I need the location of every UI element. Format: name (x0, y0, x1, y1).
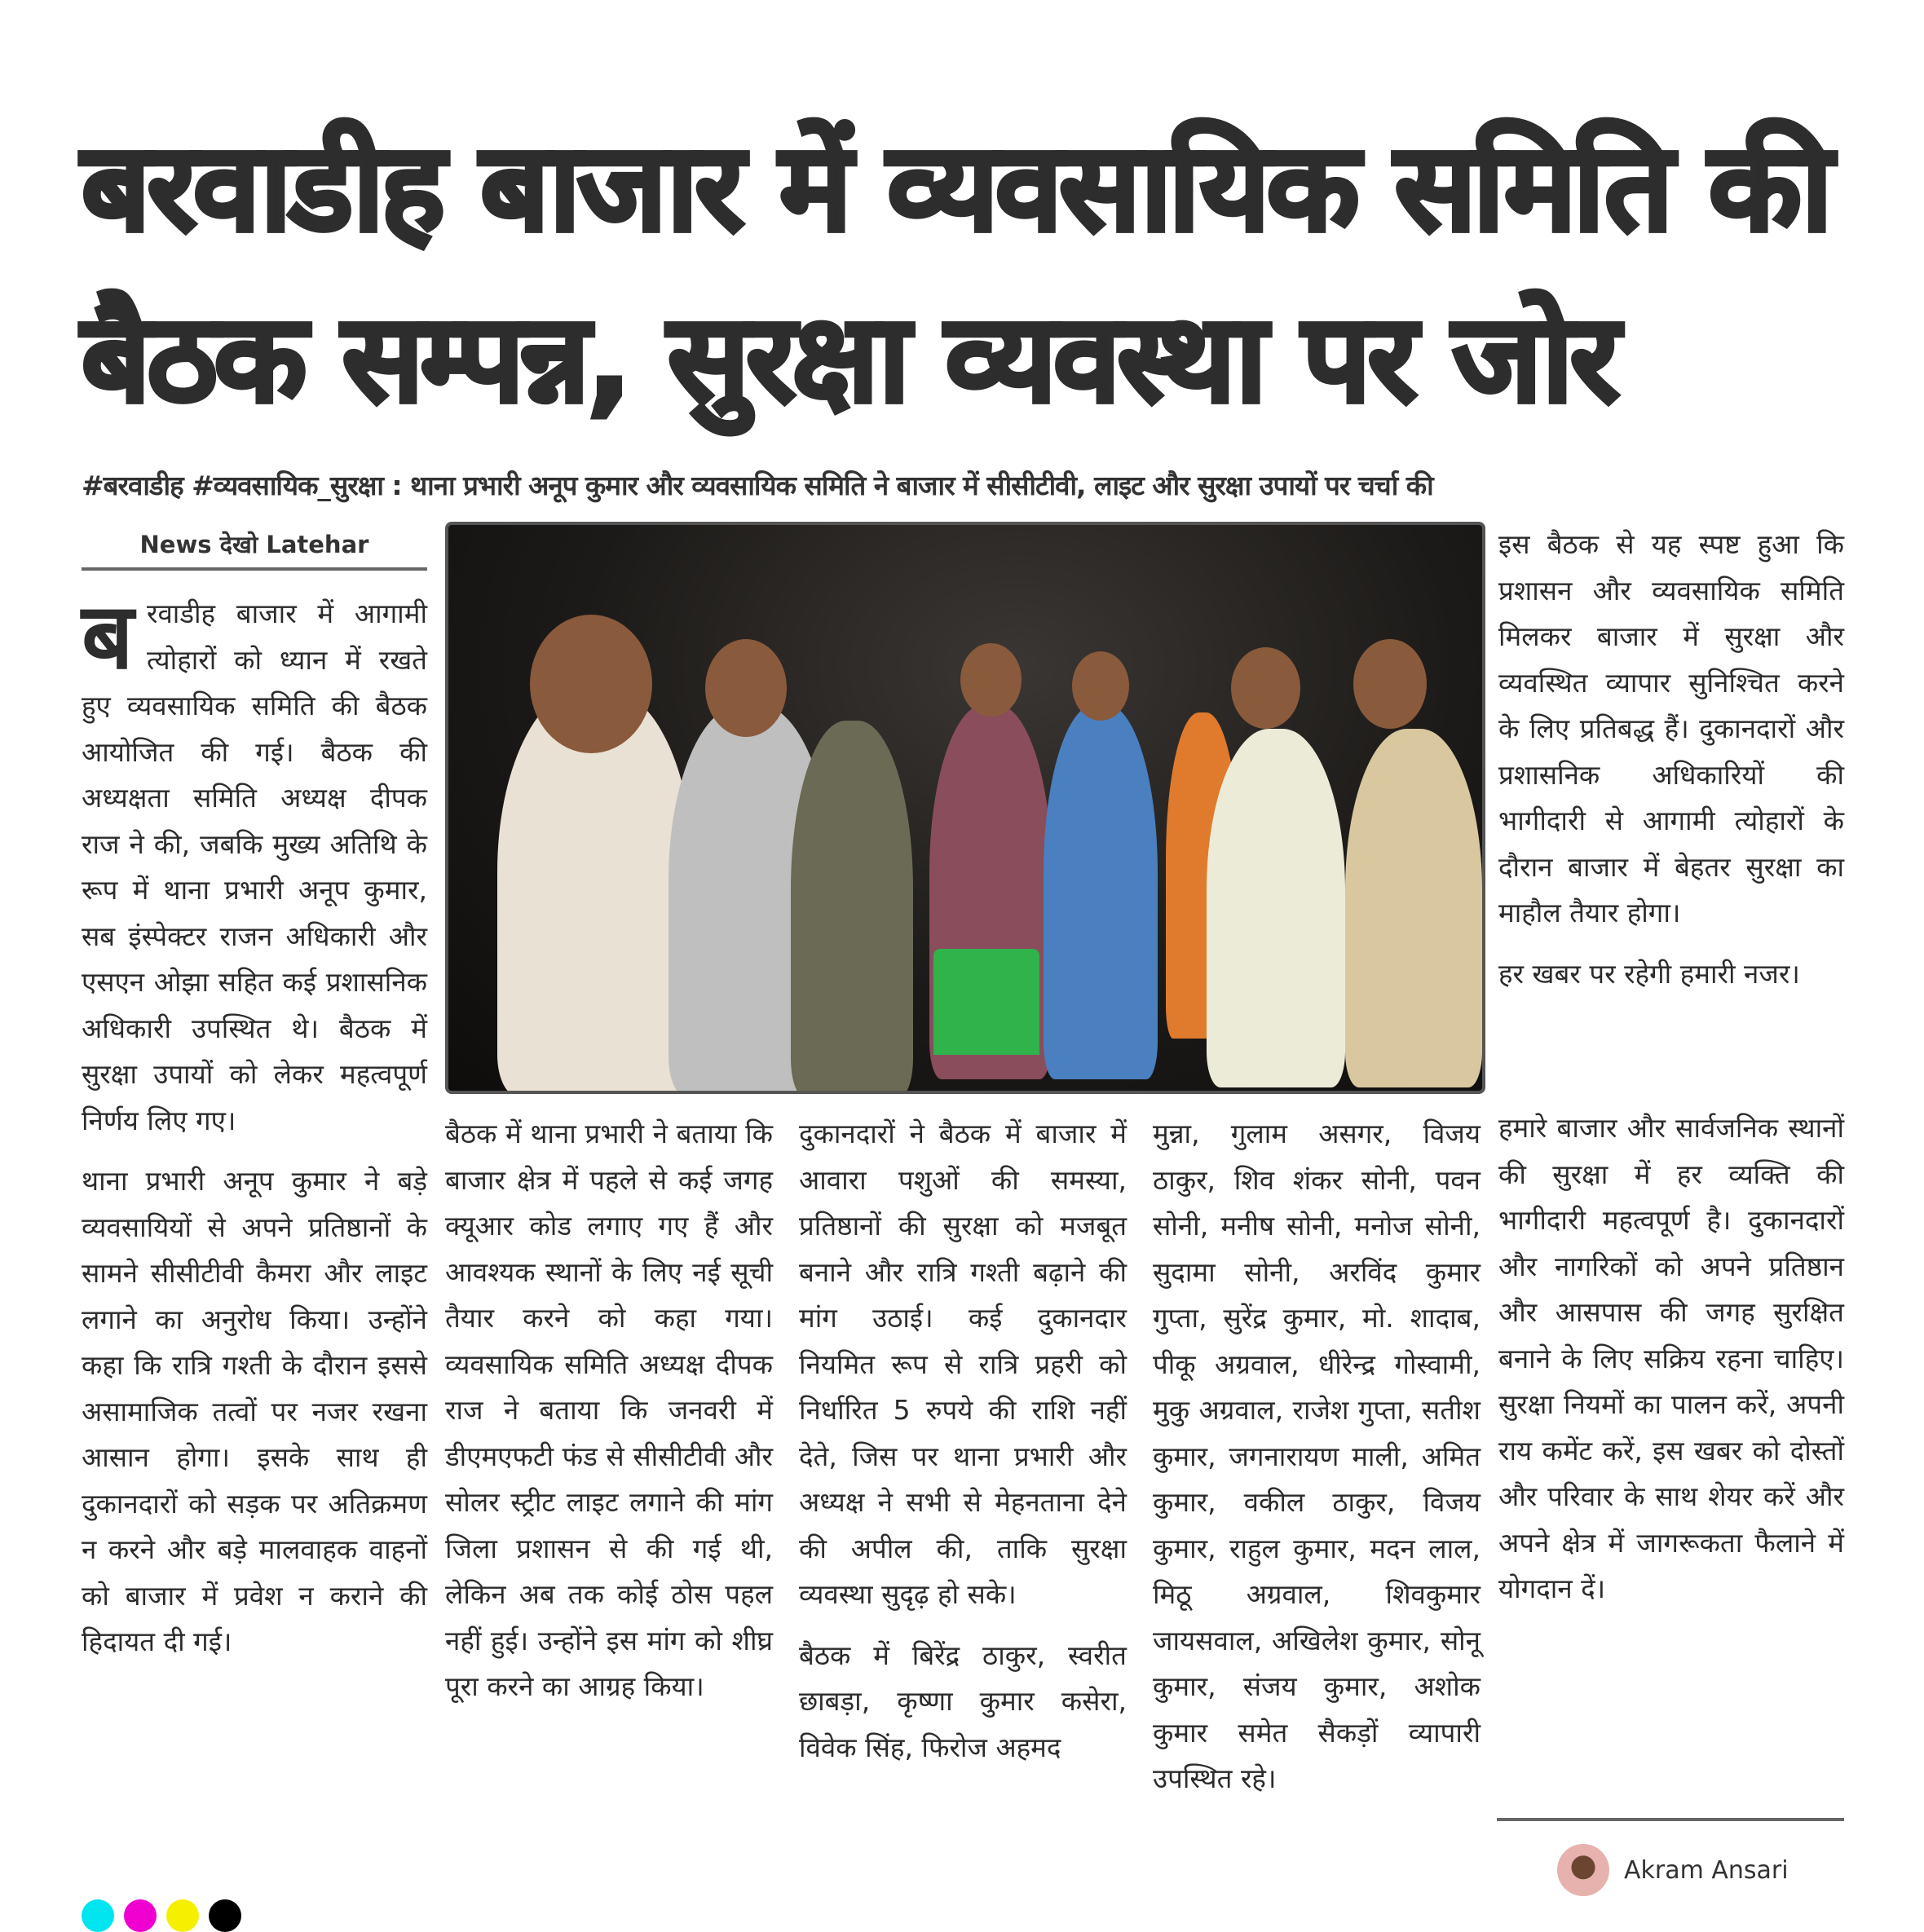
article-column-2 (445, 1111, 773, 1725)
photo-figure (960, 643, 1022, 717)
subheadline: #बरवाडीह #व्यवसायिक_सुरक्षा : थाना प्रभारी अनूप कुमार और व्यवसायिक समिति ने बाजार में सीसीटीवी, लाइट और सुरक्षा उपायों पर चर्चा की (82, 470, 1433, 501)
paragraph: इस बैठक से यह स्पष्ट हुआ कि प्रशासन और व्यवसायिक समिति मिलकर बाजार में सुरक्षा और व्यवस्थित व्यापार सुनिश्चित करने के लिए प्रतिबद्ध हैं। दुकानदारों और प्रशासनिक अधिकारियों की भागीदारी से आगामी त्योहारों के दौरान बाजार में बेहतर सुरक्षा का माहौल तैयार होगा। (1498, 528, 1844, 929)
paragraph: रवाडीह बाजार में आगामी त्योहारों को ध्यान में रखते हुए व्यवसायिक समिति की बैठक आयोजित की गई। बैठक की अध्यक्षता समिति अध्यक्ष दीपक राज ने की, जबकि मुख्य अतिथि के रूप में थाना प्रभारी अनूप कुमार, सब इंस्पेक्टर राजन अधिकारी और एसएन ओझा सहित कई प्रशासनिक अधिकारी उपस्थित थे। बैठक में सुरक्षा उपायों को लेकर महत्वपूर्ण निर्णय लिए गए। (82, 598, 427, 1136)
drop-cap: ब (82, 584, 134, 690)
registration-dot-cyan (82, 1899, 114, 1932)
registration-dot-yellow (166, 1899, 199, 1932)
photo-figure (530, 615, 652, 753)
author-avatar (1557, 1844, 1609, 1896)
author-byline (1557, 1844, 1789, 1896)
paragraph: हर खबर पर रहेगी हमारी नजर। (1498, 957, 1800, 990)
paragraph: बैठक में बिरेंद्र ठाकुर, स्वरीत छाबड़ा, कृष्णा कुमार कसेरा, विवेक सिंह, फिरोज अहमद (799, 1639, 1127, 1763)
article-column-3 (799, 1111, 1127, 1785)
byline-divider (1497, 1818, 1844, 1821)
paragraph: थाना प्रभारी अनूप कुमार ने बड़े व्यवसायियों से अपने प्रतिष्ठानों के सामने सीसीटीवी कैमरा और लाइट लगाने का अनुरोध किया। उन्होंने कहा कि रात्रि गश्ती के दौरान इससे असामाजिक तत्वों पर नजर रखना आसान होगा। इसके साथ ही दुकानदारों को सड़क पर अतिक्रमण न करने और बड़े मालवाहक वाहनों को बाजार में प्रवेश न कराने की हिदायत दी गई। (82, 1165, 427, 1657)
photo-figure (1345, 729, 1482, 1087)
photo-figure (1353, 639, 1427, 729)
article-column-right-bottom (1498, 1105, 1844, 1627)
source-divider (82, 567, 427, 571)
source-label: News देखो Latehar (139, 531, 369, 558)
photo-figure (1207, 729, 1345, 1087)
article-column-right-top (1498, 522, 1844, 1012)
paragraph: मुन्ना, गुलाम असगर, विजय ठाकुर, शिव शंकर सोनी, पवन सोनी, मनीष सोनी, मनोज सोनी, सुदामा सोनी, अरविंद कुमार गुप्ता, सुरेंद्र कुमार, मो. शादाब, पीकू अग्रवाल, धीरेन्द्र गोस्वामी, मुकु अग्रवाल, राजेश गुप्ता, सतीश कुमार, जगनारायण माली, अमित कुमार, वकील ठाकुर, विजय कुमार, राहुल कुमार, मदन लाल, मिठू अग्रवाल, शिवकुमार जायसवाल, अखिलेश कुमार, सोनू कुमार, संजय कुमार, अशोक कुमार समेत सैकड़ों व्यापारी उपस्थित रहे। (1153, 1118, 1481, 1794)
headline (82, 102, 1875, 444)
paragraph: दुकानदारों ने बैठक में बाजार में आवारा पशुओं की समस्या, प्रतिष्ठानों की सुरक्षा को मजबूत बनाने और रात्रि गश्ती बढ़ाने की मांग उठाई। कई दुकानदार नियमित रूप से रात्रि प्रहरी को निर्धारित 5 रुपये की राशि नहीं देते, जिस पर थाना प्रभारी और अध्यक्ष ने सभी से मेहनताना देने की अपील की, ताकि सुरक्षा व्यवस्था सुदृढ़ हो सके। (799, 1118, 1127, 1610)
author-name: Akram Ansari (1624, 1855, 1789, 1885)
registration-dot-magenta (124, 1899, 157, 1932)
green-stool (933, 949, 1039, 1055)
article-column-4 (1153, 1111, 1481, 1817)
photo-figure (705, 639, 787, 737)
headline-line-1: बरवाडीह बाजार में व्यवसायिक समिति की (82, 117, 1829, 258)
paragraph: बैठक में थाना प्रभारी ने बताया कि बाजार क्षेत्र में पहले से कई जगह क्यूआर कोड लगाए गए हैं और आवश्यक स्थानों के लिए नई सूची तैयार करने को कहा गया। व्यवसायिक समिति अध्यक्ष दीपक राज ने बताया कि जनवरी में डीएमएफटी फंड से सीसीटीवी और सोलर स्ट्रीट लाइट लगाने की मांग जिला प्रशासन से की गई थी, लेकिन अब तक कोई ठोस पहल नहीं हुई। उन्होंने इस मांग को शीघ्र पूरा करने का आग्रह किया। (445, 1118, 773, 1702)
registration-dot-black (209, 1899, 241, 1932)
article-column-1 (82, 584, 427, 1680)
headline-line-2: बैठक सम्पन्न, सुरक्षा व्यवस्था पर जोर (82, 289, 1617, 429)
photo-figure (791, 721, 913, 1094)
article-photo (445, 522, 1485, 1094)
photo-figure (1044, 704, 1158, 1079)
photo-figure (1072, 651, 1129, 721)
paragraph: हमारे बाजार और सार्वजनिक स्थानों की सुरक्षा में हर व्यक्ति की भागीदारी महत्वपूर्ण है। दुकानदारों और नागरिकों को अपने प्रतिष्ठान और आसपास की जगह सुरक्षित बनाने के लिए सक्रिय रहना चाहिए। सुरक्षा नियमों का पालन करें, अपनी राय कमेंट करें, इस खबर को दोस्तों और परिवार के साथ शेयर करें और अपने क्षेत्र में जागरूकता फैलाने में योगदान दें। (1498, 1112, 1844, 1604)
photo-figure (1231, 647, 1300, 729)
